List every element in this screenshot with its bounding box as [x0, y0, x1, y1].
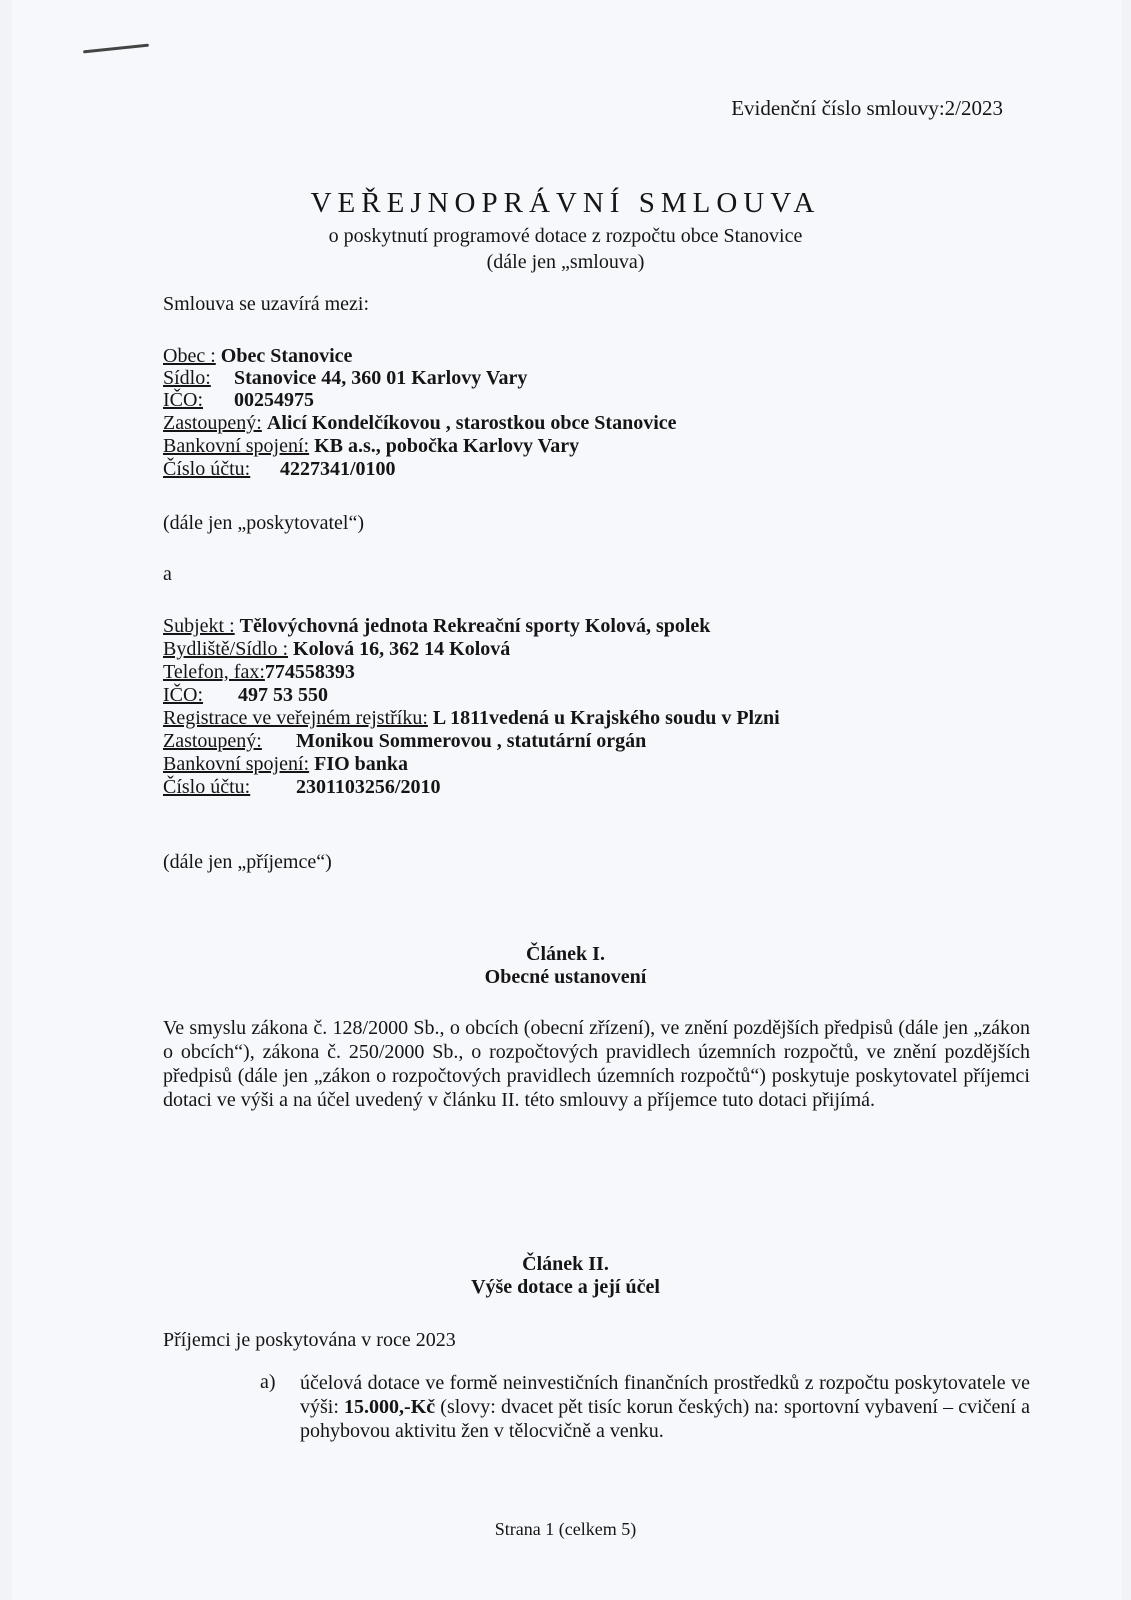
field-label: Zastoupený: [163, 730, 262, 752]
recipient-registration [163, 707, 780, 730]
field-value: 00254975 [234, 389, 314, 411]
field-value: 497 53 550 [238, 684, 328, 706]
article-2-heading: Článek II. [522, 1253, 609, 1275]
field-value: KB a.s., pobočka Karlovy Vary [314, 435, 580, 457]
article-1-title: Obecné ustanovení [484, 966, 647, 988]
document-subtitle-alias: (dále jen „smlouva) [486, 251, 645, 273]
field-label: Bankovní spojení: [163, 435, 310, 457]
field-label: Číslo účtu: [163, 776, 251, 798]
recipient-bank [163, 753, 408, 776]
document-title: VEŘEJNOPRÁVNÍ SMLOUVA [310, 187, 821, 219]
provider-seat [163, 367, 527, 390]
article-2-title: Výše dotace a její účel [471, 1276, 660, 1298]
provider-representative [163, 412, 677, 435]
article-1-heading: Článek I. [526, 943, 605, 965]
recipient-ico [163, 684, 328, 707]
recipient-seat [163, 638, 510, 661]
field-label: Telefon, fax: [163, 661, 265, 683]
provider-alias: (dále jen „poskytovatel“) [163, 512, 365, 534]
field-value: Obec Stanovice [220, 345, 353, 367]
field-label: Číslo účtu: [163, 458, 251, 480]
field-label: IČO: [163, 684, 203, 706]
field-label: Bankovní spojení: [163, 753, 310, 775]
provider-bank [163, 435, 579, 458]
field-value: Stanovice 44, 360 01 Karlovy Vary [234, 367, 528, 389]
field-value: FIO banka [314, 753, 409, 775]
item-a-text [300, 1371, 1030, 1443]
field-value: L 1811vedená u Krajského soudu v Plzni [432, 707, 780, 729]
recipient-account [163, 776, 440, 799]
conjunction: a [163, 563, 172, 585]
field-label: Obec : [163, 345, 216, 367]
field-label: Bydliště/Sídlo : [163, 638, 289, 660]
field-value: Tělovýchovná jednota Rekreační sporty Kolová, spolek [239, 615, 711, 637]
field-label: IČO: [163, 389, 203, 411]
field-label: Subjekt : [163, 615, 235, 637]
recipient-phone [163, 661, 355, 684]
field-value: Kolová 16, 362 14 Kolová [293, 638, 511, 660]
field-value: 2301103256/2010 [296, 776, 441, 798]
provider-municipality [163, 345, 352, 368]
provider-account [163, 458, 396, 481]
item-a-post: (slovy: dvacet pět tisíc korun českých) na: sportovní vybavení – cvičení a pohybovou aktivitu žen v tělocvičně a venku. [300, 1396, 1030, 1442]
field-value: Monikou Sommerovou , statutární orgán [296, 730, 647, 752]
recipient-representative [163, 730, 646, 753]
field-label: Registrace ve veřejném rejstříku: [163, 707, 428, 729]
field-value: 774558393 [264, 661, 355, 683]
field-label: Sídlo: [163, 367, 211, 389]
provider-ico [163, 389, 314, 412]
contract-number: Evidenční číslo smlouvy:2/2023 [731, 96, 1003, 120]
article-2-intro: Příjemci je poskytována v roce 2023 [163, 1329, 456, 1351]
recipient-alias: (dále jen „příjemce“) [163, 851, 332, 873]
field-value: Alicí Kondelčíkovou , starostkou obce Stanovice [266, 412, 677, 434]
article-1-text: Ve smyslu zákona č. 128/2000 Sb., o obcích (obecní zřízení), ve znění pozdějších předpisů (dále jen „zákon o obcích“), zákona č. 250/2000 Sb., o rozpočtových pravidlech územních rozpočtů, ve znění pozdějších předpisů (dále jen „zákon o rozpočtových pravidlech územních rozpočtů“) poskytuje poskytovatel příjemci dotaci ve výši a na účel uvedený v článku II. této smlouvy a příjemce tuto dotaci přijímá. [163, 1017, 1030, 1111]
field-label: Zastoupený: [163, 412, 262, 434]
page-number: Strana 1 (celkem 5) [494, 1519, 637, 1539]
item-a-amount: 15.000,-Kč [344, 1396, 436, 1418]
field-value: 4227341/0100 [280, 458, 396, 480]
recipient-subject [163, 615, 710, 638]
document-subtitle: o poskytnutí programové dotace z rozpočtu obce Stanovice [328, 225, 803, 247]
item-a-pre: účelová dotace ve formě neinvestičních finančních prostředků z rozpočtu poskytovatele ve výši: [300, 1372, 1030, 1418]
intro-text: Smlouva se uzavírá mezi: [163, 293, 370, 315]
item-a-label: a) [260, 1371, 276, 1393]
